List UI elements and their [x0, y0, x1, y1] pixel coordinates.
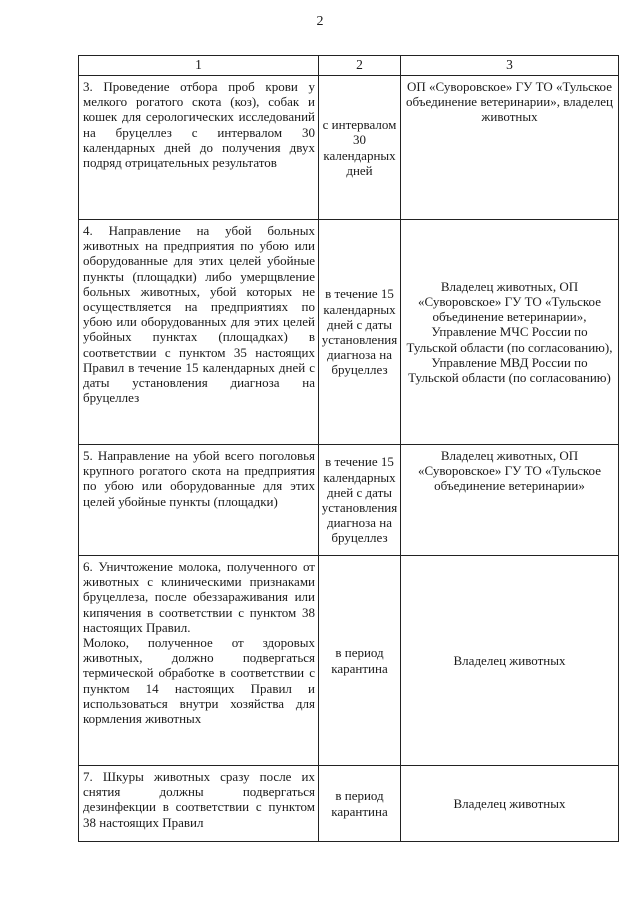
term-cell: в период карантина — [319, 766, 401, 842]
table-row — [79, 556, 619, 766]
term-cell: в течение 15 календарных дней с даты установления диагноза на бруцеллез — [319, 445, 401, 556]
table-row — [79, 76, 619, 220]
column-header-3: 3 — [401, 56, 619, 76]
measure-cell: 4. Направление на убой больных животных на предприятия по убою или оборудованные для этих целей убойные пункты (площадки) либо умерщвление больных животных, убой которых не осуществляется на предприятиях по убою или оборудованных для этих целей убойных пунктах (площадках) в соответствии с пунктом 35 настоящих Правил в течение 15 календарных дней с даты установления диагноза на бруцеллез — [79, 220, 319, 445]
measure-cell: 7. Шкуры животных сразу после их снятия должны подвергаться дезинфекции в соответствии с пунктом 38 настоящих Правил — [79, 766, 319, 842]
page-number: 2 — [316, 14, 324, 29]
table-row — [79, 445, 619, 556]
column-header-2: 2 — [319, 56, 401, 76]
responsible-cell: Владелец животных — [401, 766, 619, 842]
measure-cell: 6. Уничтожение молока, полученного от животных с клиническими признаками бруцеллеза, после обеззараживания или кипячения в соответствии с пунктом 38 настоящих Правил. Молоко, полученное от здоровых животных, должно подвергаться термической обработке в соответствии с пунктом 14 настоящих Правил и использоваться внутри хозяйства для кормления животных — [79, 556, 319, 766]
term-cell: в течение 15 календарных дней с даты установления диагноза на бруцеллез — [319, 220, 401, 445]
measures-table — [78, 55, 619, 842]
table-row — [79, 766, 619, 842]
responsible-cell: Владелец животных, ОП «Суворовское» ГУ ТО «Тульское объединение ветеринарии» — [401, 445, 619, 556]
term-cell: с интервалом 30 календарных дней — [319, 76, 401, 220]
responsible-cell: ОП «Суворовское» ГУ ТО «Тульское объединение ветеринарии», владелец животных — [401, 76, 619, 220]
measure-cell: 5. Направление на убой всего поголовья крупного рогатого скота на предприятия по убою или оборудованные для этих целей убойные пункты (площадки) — [79, 445, 319, 556]
column-header-1: 1 — [79, 56, 319, 76]
term-cell: в период карантина — [319, 556, 401, 766]
responsible-cell: Владелец животных, ОП «Суворовское» ГУ ТО «Тульское объединение ветеринарии», Управление МЧС России по Тульской области (по согласованию), Управление МВД России по Тульской области (по согласованию) — [401, 220, 619, 445]
responsible-cell: Владелец животных — [401, 556, 619, 766]
table-row — [79, 220, 619, 445]
table-header-row — [79, 56, 619, 76]
measure-cell: 3. Проведение отбора проб крови у мелкого рогатого скота (коз), собак и кошек для серологических исследований на бруцеллез с интервалом 30 календарных дней до получения двух подряд отрицательных результатов — [79, 76, 319, 220]
